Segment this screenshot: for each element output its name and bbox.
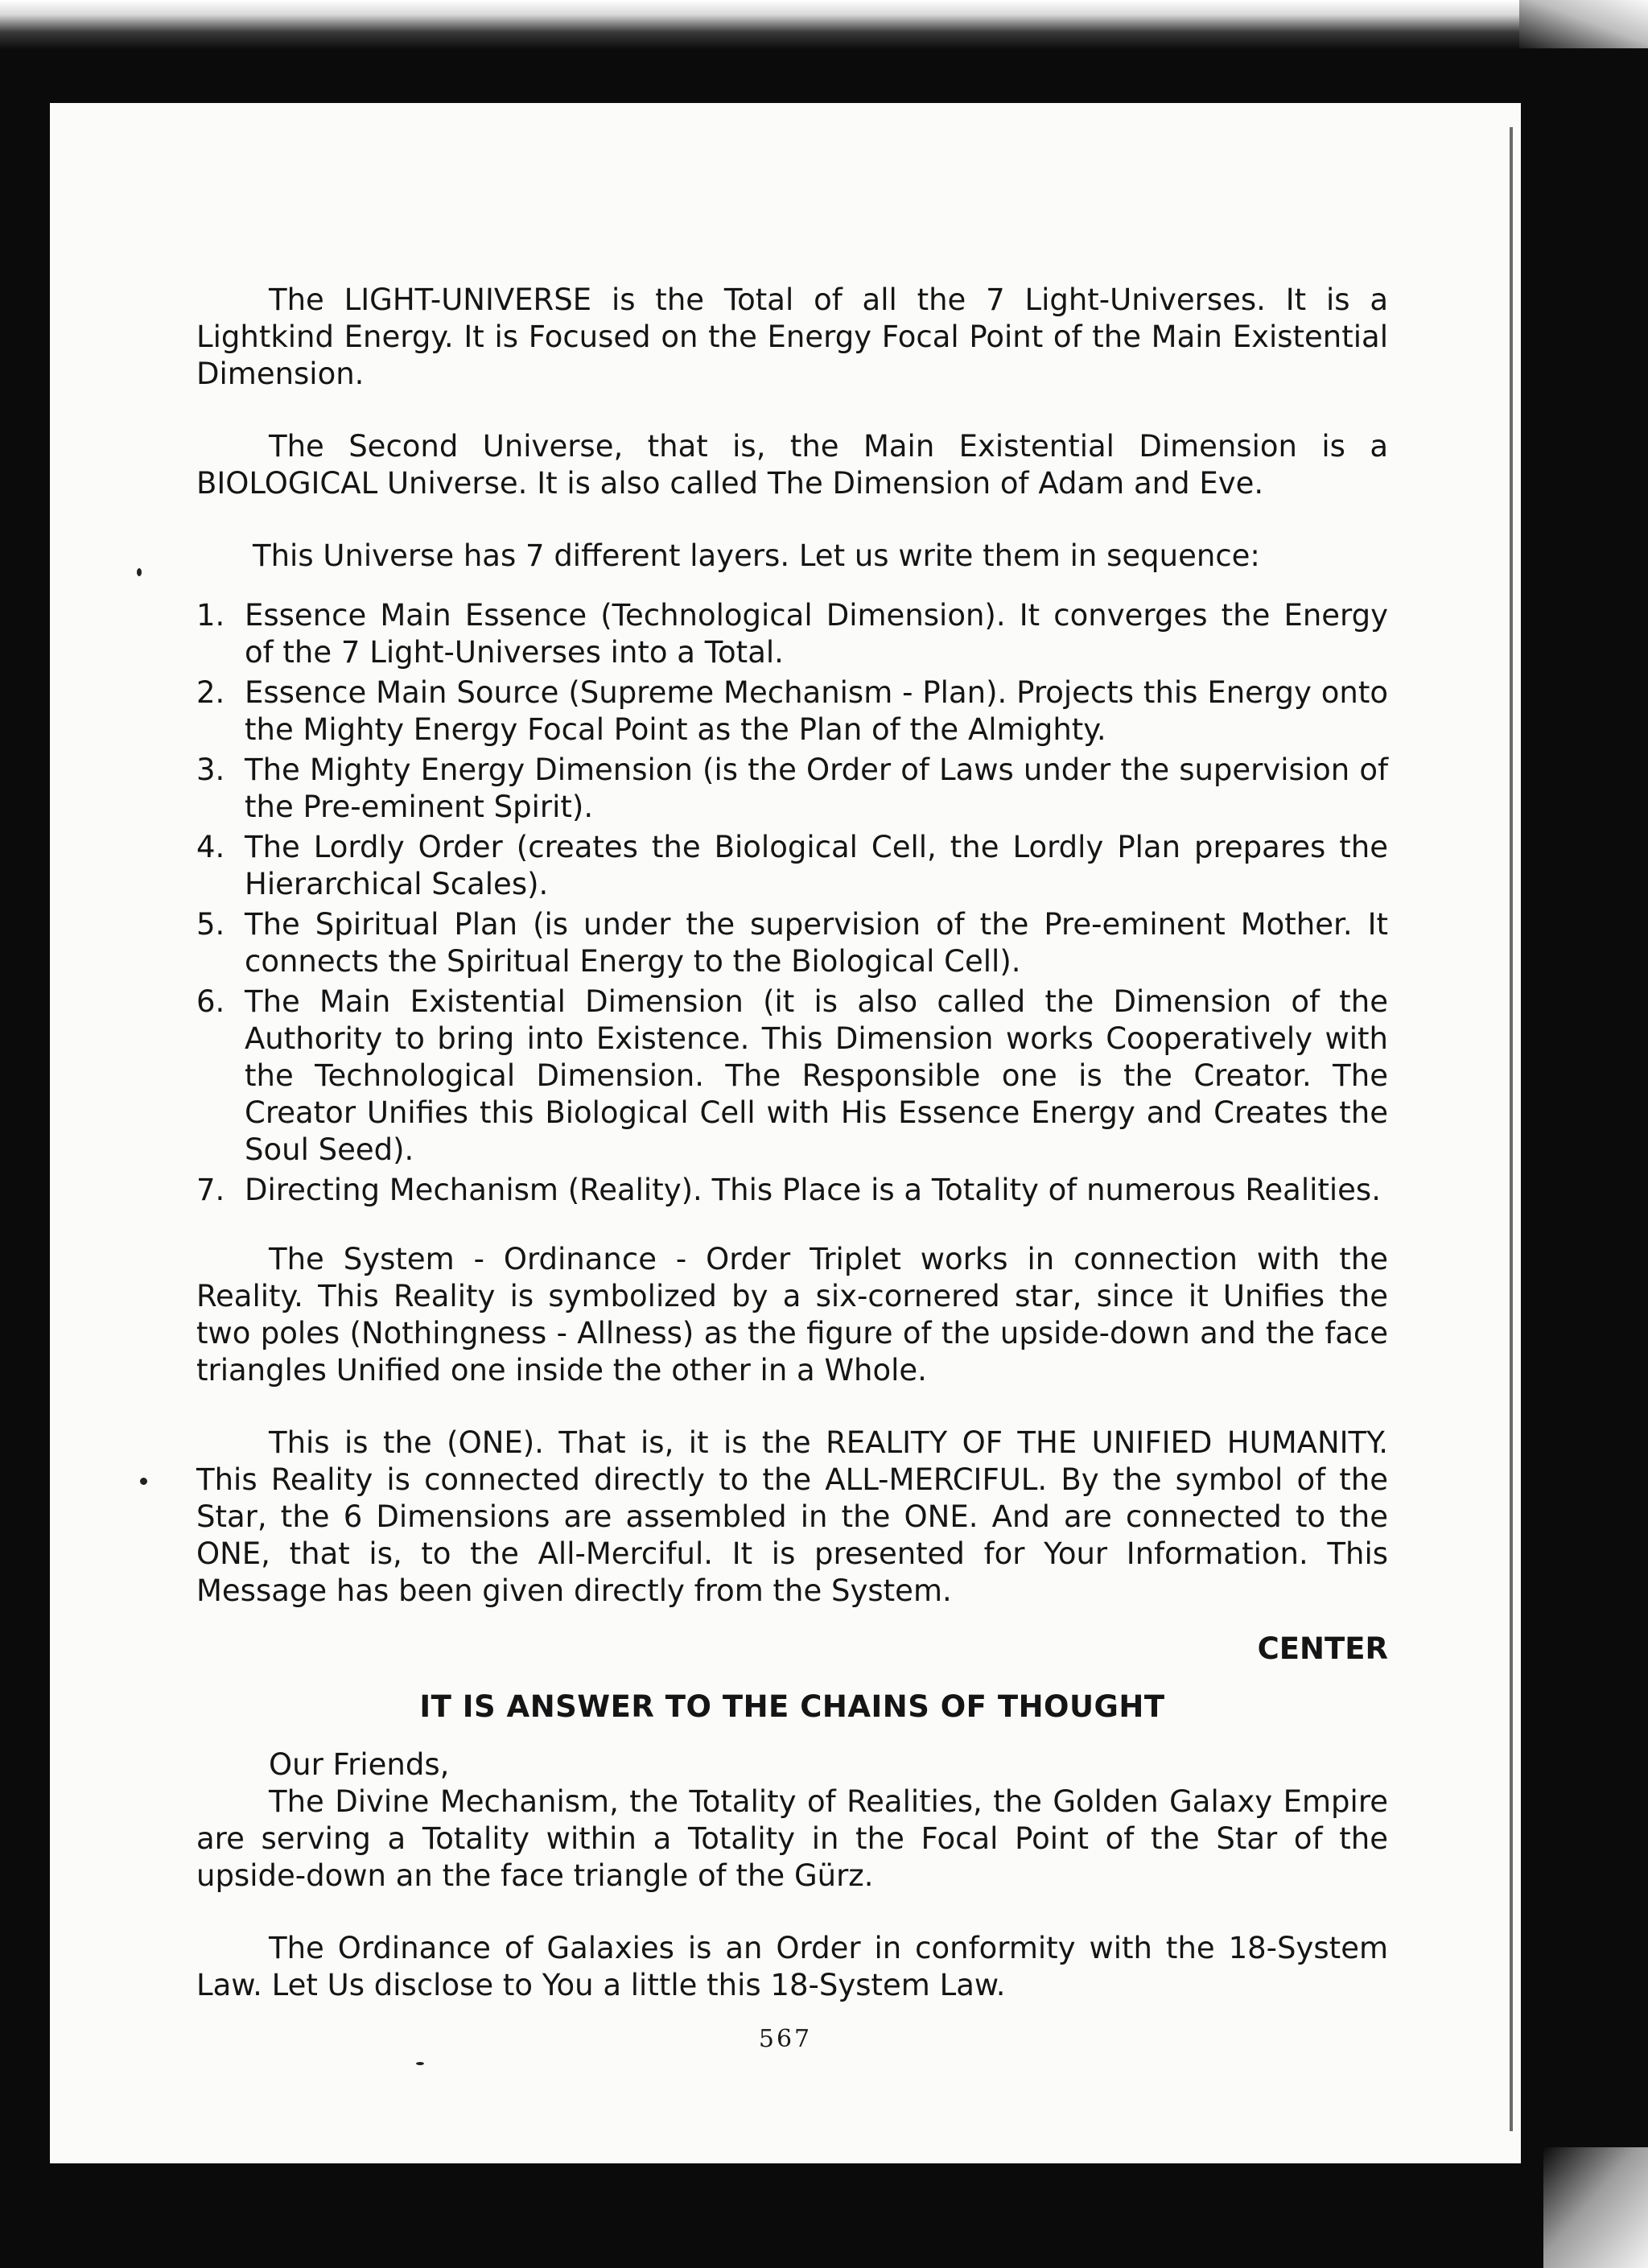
scan-corner-bottom-right bbox=[1543, 2147, 1648, 2268]
scan-top-edge bbox=[0, 0, 1648, 50]
layers-list bbox=[196, 597, 1388, 1209]
list-item bbox=[196, 1172, 1388, 1209]
margin-dot bbox=[140, 1478, 147, 1485]
salutation: Our Friends, bbox=[269, 1747, 450, 1782]
page-body bbox=[196, 282, 1388, 2004]
paragraph-divine-mechanism: The Divine Mechanism, the Totality of Realities, the Golden Galaxy Empire are serving a Totality within a Totality in the Focal Point of the Star of the upside-down an the face triangle of the Gürz. bbox=[196, 1784, 1388, 1893]
paragraph-second-universe: The Second Universe, that is, the Main Existential Dimension is a BIOLOGICAL Universe. It is also called The Dimension of Adam and Eve. bbox=[196, 429, 1388, 501]
list-item-number: 7. bbox=[196, 1173, 225, 1207]
list-item-text: Directing Mechanism (Reality). This Place is a Totality of numerous Realities. bbox=[245, 1173, 1381, 1207]
list-item-text: The Spiritual Plan (is under the supervision of the Pre-eminent Mother. It connects the Spiritual Energy to the Biological Cell). bbox=[245, 907, 1388, 979]
list-item-text: The Main Existential Dimension (it is also called the Dimension of the Authority to bring into Existence. This Dimension works Cooperatively with the Technological Dimension. The Responsible one is the Creator. The Creator Unifies this Biological Cell with His Essence Energy and Creates the Soul Seed). bbox=[245, 984, 1388, 1167]
list-item-number: 4. bbox=[196, 830, 225, 864]
list-item-number: 6. bbox=[196, 984, 225, 1019]
paragraph-the-one: This is the (ONE). That is, it is the REALITY OF THE UNIFIED HUMANITY. This Reality is connected directly to the ALL-MERCIFUL. By the symbol of the Star, the 6 Dimensions are assembled in the ONE. And are connected to the ONE, that is, to the All-Merciful. It is presented for Your Information. This Message has been given directly from the System. bbox=[196, 1425, 1388, 1608]
list-item bbox=[196, 752, 1388, 826]
list-item-number: 3. bbox=[196, 753, 225, 787]
list-item bbox=[196, 906, 1388, 980]
list-item bbox=[196, 829, 1388, 903]
page-number: 567 bbox=[758, 2025, 813, 2053]
page-edge-line bbox=[1510, 127, 1513, 2131]
scan-corner-top-right bbox=[1519, 0, 1648, 48]
list-item bbox=[196, 983, 1388, 1169]
list-item-text: The Lordly Order (creates the Biological Cell, the Lordly Plan prepares the Hierarchical Scales). bbox=[245, 830, 1388, 901]
section-heading: IT IS ANSWER TO THE CHAINS OF THOUGHT bbox=[419, 1689, 1165, 1724]
list-item-number: 2. bbox=[196, 675, 225, 710]
paragraph-triplet: The System - Ordinance - Order Triplet works in connection with the Reality. This Reality is symbolized by a six-cornered star, since it Unifies the two poles (Nothingness - Allness) as the figure of the upside-down and the face triangles Unified one inside the other in a Whole. bbox=[196, 1242, 1388, 1388]
list-item-text: Essence Main Essence (Technological Dimension). It converges the Energy of the 7 Light-Universes into a Total. bbox=[245, 598, 1388, 670]
margin-dash bbox=[416, 2062, 424, 2065]
list-item-text: The Mighty Energy Dimension (is the Order of Laws under the supervision of the Pre-eminent Spirit). bbox=[245, 753, 1388, 824]
list-item-text: Essence Main Source (Supreme Mechanism - Plan). Projects this Energy onto the Mighty Energy Focal Point as the Plan of the Almighty. bbox=[245, 675, 1388, 747]
list-item-number: 1. bbox=[196, 598, 225, 633]
paragraph-ordinance: The Ordinance of Galaxies is an Order in conformity with the 18-System Law. Let Us disclose to You a little this 18-System Law. bbox=[196, 1931, 1388, 2002]
paragraph-light-universe: The LIGHT-UNIVERSE is the Total of all the 7 Light-Universes. It is a Lightkind Energy. It is Focused on the Energy Focal Point of the Main Existential Dimension. bbox=[196, 282, 1388, 391]
list-item bbox=[196, 674, 1388, 748]
book-page bbox=[50, 103, 1521, 2163]
paragraph-layers-intro: This Universe has 7 different layers. Let us write them in sequence: bbox=[253, 538, 1260, 573]
margin-mark bbox=[137, 568, 142, 576]
signature-center: CENTER bbox=[1257, 1631, 1388, 1666]
list-item bbox=[196, 597, 1388, 671]
list-item-number: 5. bbox=[196, 907, 225, 942]
